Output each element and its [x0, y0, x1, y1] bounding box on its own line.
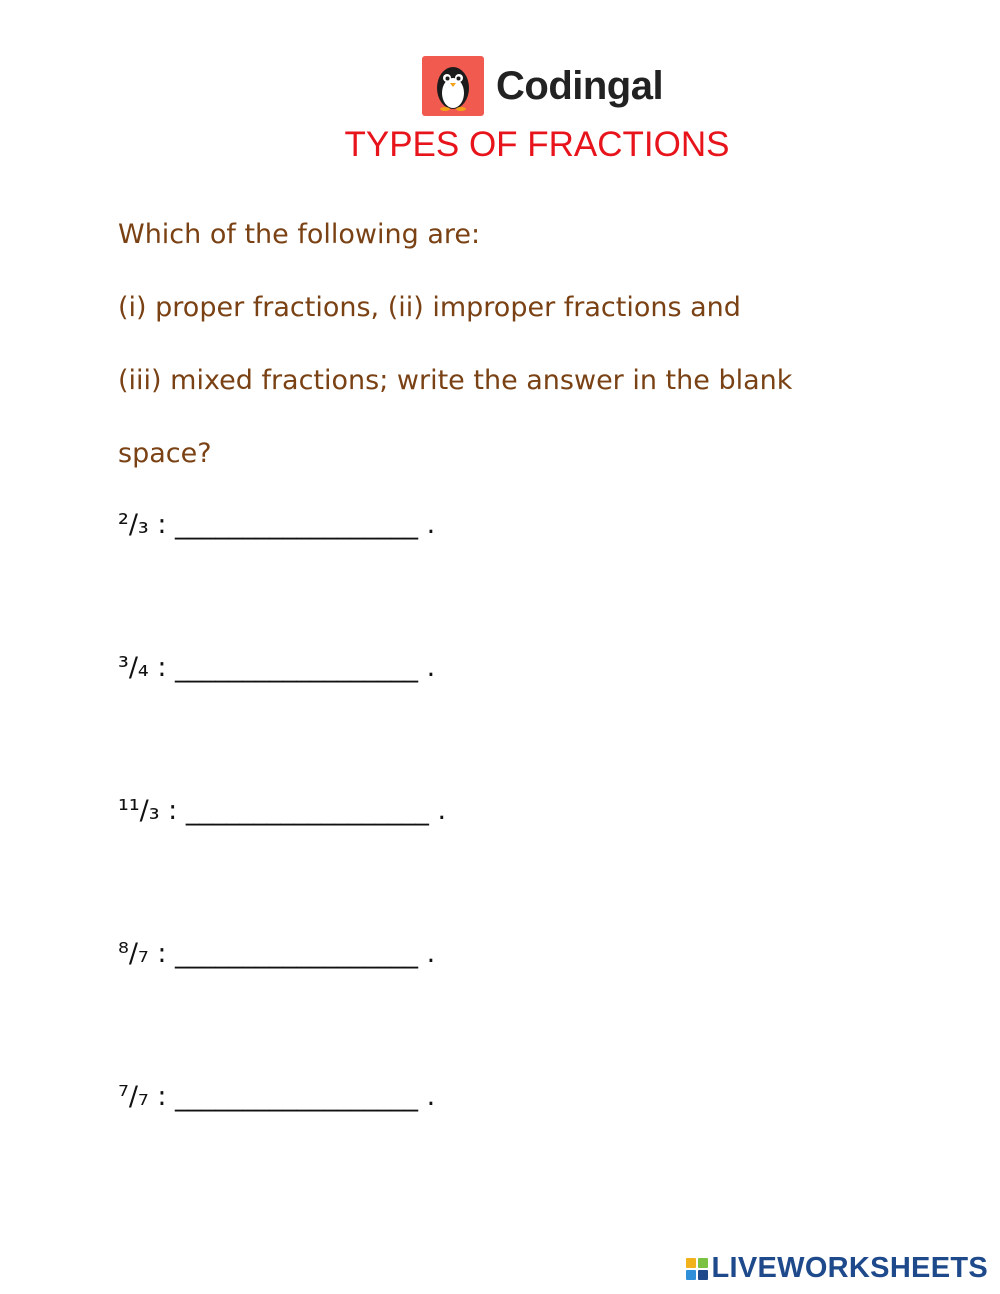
- question-row: [118, 508, 435, 542]
- period: .: [426, 938, 436, 969]
- answer-blank[interactable]: __________________: [175, 1081, 419, 1112]
- fraction-label: ²/₃: [118, 509, 149, 540]
- logo-text: Codingal: [496, 63, 664, 108]
- liveworksheets-brand: [686, 1252, 989, 1285]
- colon: :: [157, 509, 167, 540]
- answer-blank[interactable]: __________________: [175, 938, 419, 969]
- answer-blank[interactable]: __________________: [185, 795, 429, 826]
- instruction-line: (i) proper fractions, (ii) improper fractions and: [118, 292, 741, 323]
- footer-text: LIVEWORKSHEETS: [711, 1252, 988, 1284]
- fraction-label: ³/₄: [118, 652, 149, 683]
- colon: :: [157, 652, 167, 683]
- answer-blank[interactable]: __________________: [175, 652, 419, 683]
- worksheet-title: TYPES OF FRACTIONS: [344, 125, 730, 164]
- answer-blank[interactable]: __________________: [175, 509, 419, 540]
- question-row: [118, 1080, 435, 1114]
- period: .: [426, 652, 436, 683]
- question-row: [118, 794, 446, 828]
- instruction-line: Which of the following are:: [118, 219, 481, 250]
- colon: :: [157, 1081, 167, 1112]
- liveworksheets-logo-icon: [686, 1258, 708, 1280]
- colon: :: [168, 795, 178, 826]
- fraction-label: ⁸/₇: [118, 938, 149, 969]
- codingal-logo: [422, 56, 663, 116]
- question-row: [118, 937, 435, 971]
- instructions: [118, 212, 918, 504]
- period: .: [426, 509, 436, 540]
- colon: :: [157, 938, 167, 969]
- instruction-line: space?: [118, 438, 212, 469]
- question-row: [118, 651, 435, 685]
- period: .: [426, 1081, 436, 1112]
- penguin-icon: [422, 56, 484, 116]
- period: .: [437, 795, 447, 826]
- fraction-label: ¹¹/₃: [118, 795, 160, 826]
- instruction-line: (iii) mixed fractions; write the answer in the blank: [118, 365, 793, 396]
- fraction-label: ⁷/₇: [118, 1081, 149, 1112]
